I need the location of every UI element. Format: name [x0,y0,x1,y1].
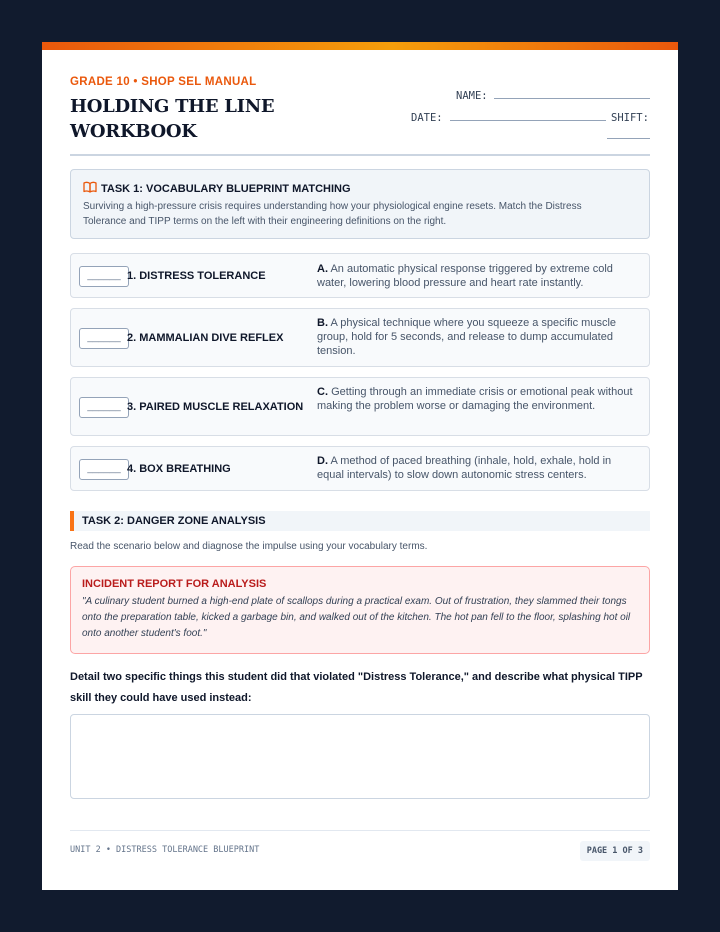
task1-heading [83,181,351,196]
definition-text [317,262,637,290]
definition-text [317,316,637,358]
definition-letter: A. [317,263,328,275]
definition-body: Getting through an immediate crisis or emotional peak without making the problem worse or damaging the environment. [317,386,633,412]
name-field[interactable] [494,98,650,99]
date-label: DATE: [411,112,443,124]
page-indicator: PAGE 1 OF 3 [580,841,650,861]
task1-title: TASK 1: VOCABULARY BLUEPRINT MATCHING [101,182,351,195]
task2-instructions: Read the scenario below and diagnose the impulse using your vocabulary terms. [70,541,428,552]
matching-row [70,308,650,367]
worksheet-page [42,42,678,890]
matching-row [70,253,650,298]
matching-row [70,377,650,436]
answer-blank[interactable]: ______ [79,266,129,287]
task2-title: TASK 2: DANGER ZONE ANALYSIS [82,515,266,527]
answer-blank[interactable]: ______ [79,328,129,349]
shift-label: SHIFT: [611,112,649,124]
incident-title: INCIDENT REPORT FOR ANALYSIS [82,578,267,590]
definition-text [317,385,637,413]
term-label: 4. BOX BREATHING [127,463,231,475]
incident-text: "A culinary student burned a high-end plate of scallops during a practical exam. Out of frustration, they slammed their tongs onto the preparation table, kicked a garbage bin, and walked out of the kitchen. The hot pan fell to the floor, splashing hot oil onto another student's foot." [82,596,631,639]
definition-body: An automatic physical response triggered by extreme cold water, lowering blood pressure and heart rate instantly. [317,263,613,289]
term-label: 2. MAMMALIAN DIVE REFLEX [127,332,284,344]
definition-body: A method of paced breathing (inhale, hold, exhale, hold in equal intervals) to slow down autonomic stress centers. [317,455,612,481]
term-label: 1. DISTRESS TOLERANCE [127,270,266,282]
name-label: NAME: [456,90,488,102]
definition-letter: B. [317,317,328,329]
header-kicker: GRADE 10 • SHOP SEL MANUAL [70,76,257,88]
task1-description: Surviving a high-pressure crisis requires understanding how your physiological engine resets. Match the Distress Tolerance and TIPP terms on the left with their engineering definitions on the right. [83,201,582,227]
header-divider [70,154,650,156]
task2-heading [70,511,650,531]
term-label: 3. PAIRED MUSCLE RELAXATION [127,401,304,413]
definition-text [317,454,637,482]
incident-report-box [70,566,650,654]
date-field[interactable] [450,120,606,121]
shift-field[interactable] [607,138,650,139]
book-open-icon [83,181,97,196]
definition-body: A physical technique where you squeeze a specific muscle group, hold for 5 seconds, and release to dump accumulated tension. [317,317,617,357]
answer-box[interactable] [70,714,650,799]
definition-letter: C. [317,386,328,398]
task1-instructions-box [70,169,650,239]
page-title: HOLDING THE LINE WORKBOOK [70,96,275,142]
accent-bar [42,42,678,50]
footer-unit: UNIT 2 • DISTRESS TOLERANCE BLUEPRINT [70,845,260,855]
footer-divider [70,830,650,831]
question-prompt: Detail two specific things this student did that violated "Distress Tolerance," and describe what physical TIPP skill they could have used instead: [70,671,643,704]
answer-blank[interactable]: ______ [79,397,129,418]
answer-blank[interactable]: ______ [79,459,129,480]
definition-letter: D. [317,455,328,467]
matching-row [70,446,650,491]
